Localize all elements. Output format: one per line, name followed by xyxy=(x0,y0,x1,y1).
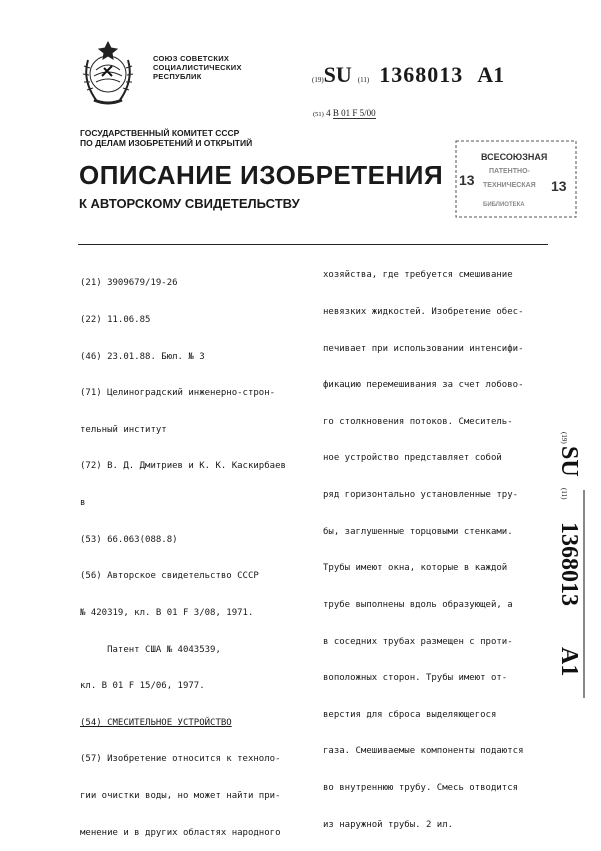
biblio-line: менение и в других областях народного xyxy=(80,827,281,838)
ussr-emblem-icon xyxy=(72,36,144,108)
biblio-line: Патент США № 4043539, xyxy=(80,644,221,655)
union-name xyxy=(153,54,242,81)
document-title: ОПИСАНИЕ ИЗОБРЕТЕНИЯ xyxy=(79,160,444,190)
country-code: SU xyxy=(323,62,352,87)
abstract-line: верстия для сброса выделяющегося xyxy=(323,709,497,720)
abstract-line: фикацию перемешивания за счет лобово- xyxy=(323,380,524,391)
abstract-line: хозяйства, где требуется смешивание xyxy=(323,270,513,281)
side-patent-number: 1368013 xyxy=(556,522,582,606)
biblio-line: № 420319, кл. В 01 F 3/08, 1971. xyxy=(80,607,254,618)
inid-code-11: (11) xyxy=(357,76,370,84)
side-kind-code: A1 xyxy=(556,647,582,677)
abstract-line: ное устройство представляет собой xyxy=(323,453,502,464)
side-publication-number xyxy=(556,430,586,700)
committee-line: ГОСУДАРСТВЕННЫЙ КОМИТЕТ СССР xyxy=(80,128,240,138)
committee-line: ПО ДЕЛАМ ИЗОБРЕТЕНИЙ И ОТКРЫТИЙ xyxy=(80,138,253,148)
abstract-text xyxy=(323,245,523,843)
inid-code-19: (19) xyxy=(312,76,324,84)
biblio-line: (71) Целиноградский инженерно-строн- xyxy=(80,388,276,399)
abstract-line: ряд горизонтально установленные тру- xyxy=(323,490,519,501)
kind-code: A1 xyxy=(477,62,505,87)
biblio-line: гии очистки воды, но может найти при- xyxy=(80,790,281,801)
union-name-line: РЕСПУБЛИК xyxy=(153,72,202,81)
abstract-line: из наружной трубы. 2 ил. xyxy=(323,819,454,830)
stamp-line-3: ТЕХНИЧЕСКАЯ xyxy=(483,182,536,189)
biblio-line: (21) 3909679/19-26 xyxy=(80,278,178,289)
abstract-line: печивает при использовании интенсифи- xyxy=(323,343,524,354)
stamp-line-2: ПАТЕНТНО- xyxy=(489,168,530,175)
abstract-line: воположных сторон. Трубы имеют от- xyxy=(323,673,508,684)
side-country-code: SU xyxy=(556,446,582,477)
abstract-line: трубе выполнены вдоль образующей, а xyxy=(323,599,513,610)
abstract-line: в соседних трубах размещен с проти- xyxy=(323,636,513,647)
stamp-left-number: 13 xyxy=(459,172,475,188)
stamp-line-4: БИБЛИОТЕКА xyxy=(483,202,525,208)
biblio-line: (57) Изобретение относится к техноло- xyxy=(80,754,281,765)
ipc-class: В 01 F 5/00 xyxy=(332,108,376,118)
union-name-line: СОЮЗ СОВЕТСКИХ xyxy=(153,54,230,63)
side-code-19: (19) xyxy=(560,432,568,444)
biblio-line: (53) 66.063(088.8) xyxy=(80,534,178,545)
biblio-line: в xyxy=(80,498,86,509)
union-name-line: СОЦИАЛИСТИЧЕСКИХ xyxy=(153,63,242,72)
biblio-line: (22) 11.06.85 xyxy=(80,315,151,326)
document-subtitle: К АВТОРСКОМУ СВИДЕТЕЛЬСТВУ xyxy=(79,196,300,211)
publication-number xyxy=(312,62,504,88)
biblio-line: (72) В. Д. Дмитриев и К. К. Каскирбаев xyxy=(80,461,286,472)
library-stamp xyxy=(455,140,577,218)
abstract-line: Трубы имеют окна, которые в каждой xyxy=(323,563,508,574)
abstract-line: газа. Смешиваемые компоненты подаются xyxy=(323,746,524,757)
biblio-line: тельный институт xyxy=(80,424,167,435)
invention-title: (54) СМЕСИТЕЛЬНОЕ УСТРОЙСТВО xyxy=(80,717,232,728)
biblio-line: (46) 23.01.88. Бюл. № 3 xyxy=(80,351,205,362)
side-code-11: (11) xyxy=(560,488,568,500)
stamp-line-1: ВСЕСОЮЗНАЯ xyxy=(481,152,548,162)
ipc-edition: 4 xyxy=(326,108,331,118)
inid-code-51: (51) xyxy=(313,111,324,118)
biblio-line: (56) Авторское свидетельство СССР xyxy=(80,571,259,582)
ipc-classification xyxy=(313,108,376,118)
patent-number: 1368013 xyxy=(379,62,464,87)
stamp-right-number: 13 xyxy=(551,178,567,194)
abstract-line: невязких жидкостей. Изобретение обес- xyxy=(323,307,524,318)
abstract-line: во внутреннюю трубу. Смесь отводится xyxy=(323,782,519,793)
bibliographic-data xyxy=(80,253,286,851)
committee-name xyxy=(80,128,252,148)
abstract-line: го столкновения потоков. Смеситель- xyxy=(323,416,513,427)
abstract-line: бы, заглушенные торцовыми стенками. xyxy=(323,526,513,537)
biblio-line: кл. В 01 F 15/06, 1977. xyxy=(80,681,205,692)
